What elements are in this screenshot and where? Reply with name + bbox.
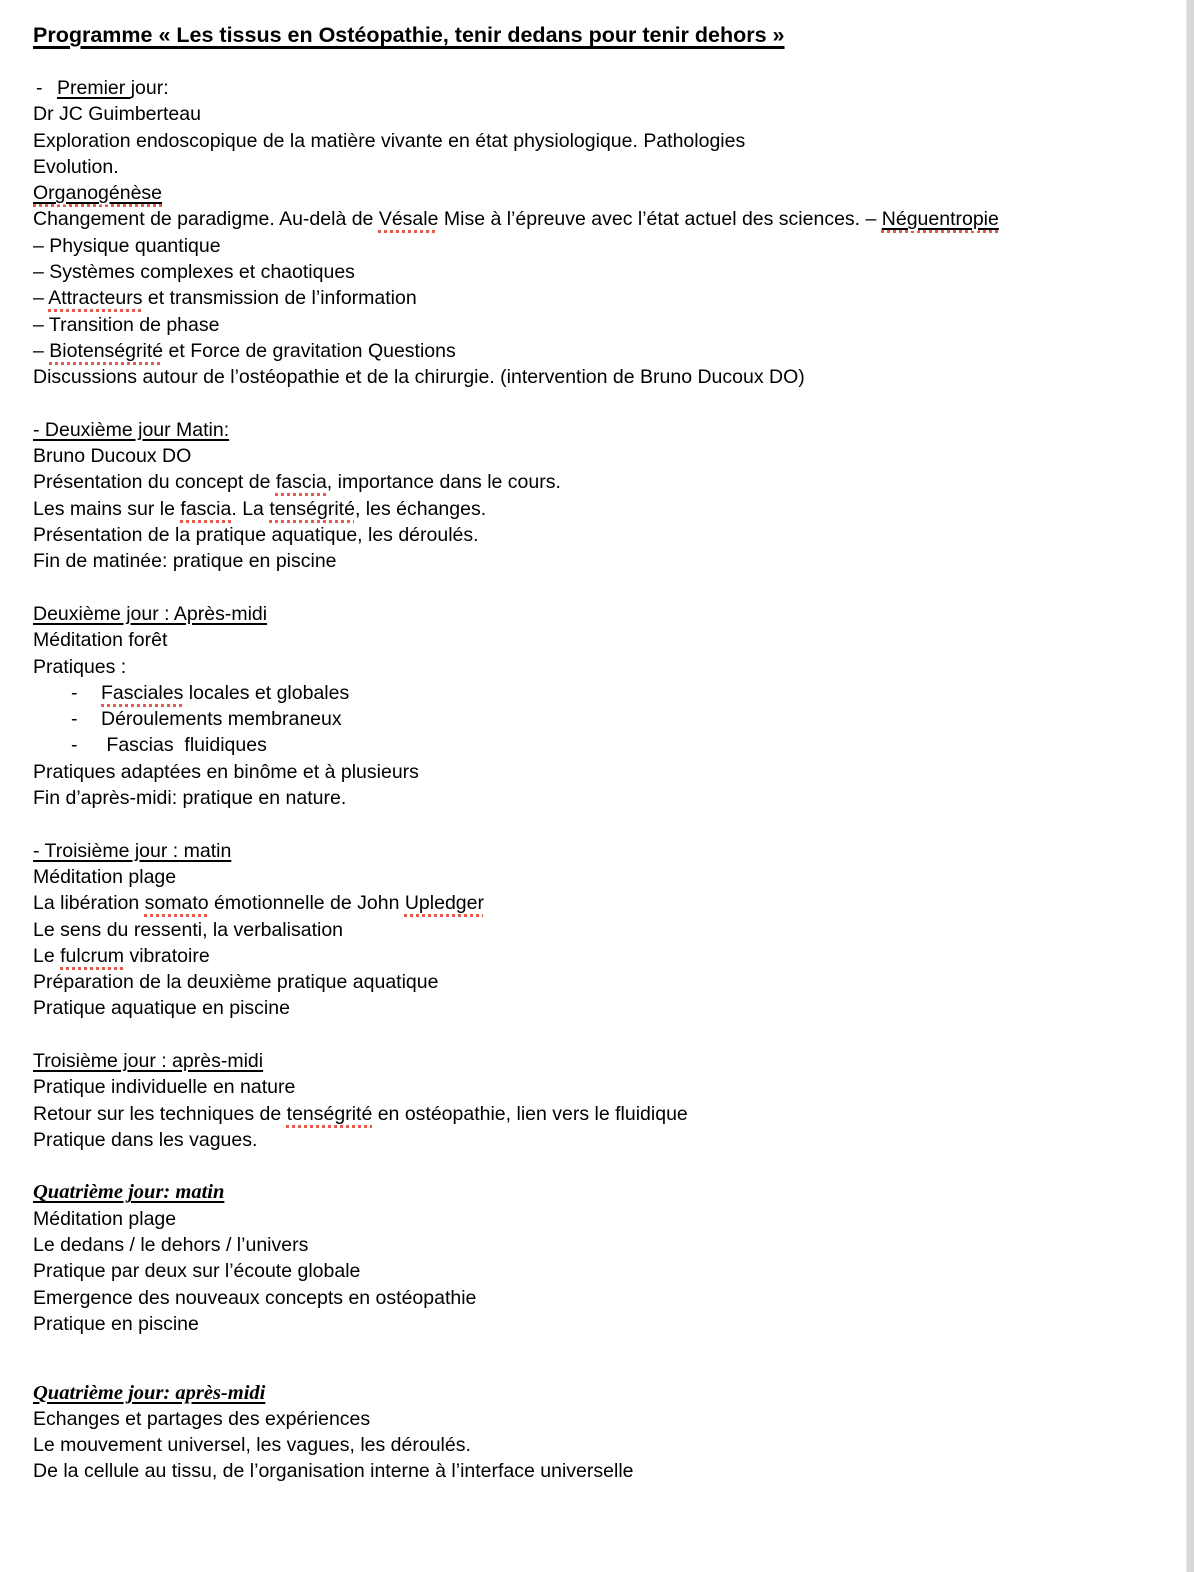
text-run: , les échanges. — [354, 497, 487, 520]
text-line — [33, 1101, 1147, 1127]
blank-line — [33, 1022, 1147, 1048]
text-line — [33, 128, 1147, 154]
underlined-text: Premier — [57, 77, 131, 99]
text-run: Présentation de la pratique aquatique, les déroulés. — [33, 524, 479, 547]
spellcheck-word: Biotenségrité — [49, 339, 164, 362]
text-line — [33, 1232, 1147, 1258]
section-heading — [33, 417, 1147, 443]
underlined-text: Programme « Les tissus en Ostéopathie, tenir dedans pour tenir dehors » — [33, 23, 785, 47]
text-run: Le — [33, 944, 61, 967]
text-run: Dr JC Guimberteau — [33, 103, 201, 126]
text-run: Mise à l’épreuve avec l’état actuel des sciences. – — [438, 208, 882, 231]
text-line — [33, 1406, 1147, 1432]
text-run: – Systèmes complexes et chaotiques — [33, 261, 355, 284]
text-run: Retour sur les techniques de — [33, 1102, 287, 1125]
text-line — [33, 101, 1147, 127]
text-run: en ostéopathie, lien vers le fluidique — [372, 1102, 688, 1125]
text-run: jour: — [130, 77, 169, 99]
text-run: Pratiques : — [33, 655, 127, 678]
text-run: Déroulements membraneux — [101, 708, 342, 731]
text-run: Méditation plage — [33, 1207, 177, 1230]
text-line — [33, 969, 1147, 995]
text-line — [33, 548, 1147, 574]
text-run: Fin d’après-midi: pratique en nature. — [33, 787, 347, 810]
spellcheck-word: Vésale — [378, 208, 439, 231]
text-run: Bruno Ducoux DO — [33, 445, 192, 468]
text-run: Changement de paradigme. Au-delà de — [33, 208, 379, 231]
text-run: Pratiques adaptées en binôme et à plusieurs — [33, 760, 419, 783]
text-run: – — [33, 287, 49, 310]
page-edge — [1186, 0, 1194, 1572]
text-run: – Transition de phase — [33, 313, 220, 336]
spellcheck-word: Néguentropie — [881, 208, 999, 231]
text-line — [33, 1074, 1147, 1100]
text-run: . La — [231, 497, 270, 520]
text-line — [33, 1285, 1147, 1311]
text-run: vibratoire — [124, 944, 210, 967]
spellcheck-word: Upledger — [404, 892, 484, 915]
blank-line — [33, 391, 1147, 417]
text-line — [33, 943, 1147, 969]
text-line — [33, 1311, 1147, 1337]
bullet-dash: - — [36, 77, 43, 99]
text-line — [33, 917, 1147, 943]
text-run: Le dedans / le dehors / l’univers — [33, 1234, 309, 1257]
text-run: Pratique individuelle en nature — [33, 1076, 296, 1099]
text-line — [33, 443, 1147, 469]
section-heading — [33, 1048, 1147, 1074]
underlined-text: Deuxième jour : Après-midi — [33, 602, 268, 625]
text-line — [33, 995, 1147, 1021]
text-run: et Force de gravitation Questions — [163, 339, 456, 362]
text-line — [33, 1127, 1147, 1153]
text-line — [33, 338, 1147, 364]
text-run: La libération — [33, 892, 145, 915]
text-run: Fascias fluidiques — [101, 734, 267, 757]
spellcheck-word: tenségrité — [269, 497, 355, 520]
text-run: , importance dans le cours. — [326, 471, 561, 494]
text-run: locales et globales — [183, 681, 350, 704]
spellcheck-word: somato — [144, 892, 209, 915]
text-line — [33, 1206, 1147, 1232]
section-heading — [33, 601, 1147, 627]
text-run: Préparation de la deuxième pratique aquatique — [33, 971, 439, 994]
text-line — [33, 259, 1147, 285]
underlined-text: Quatrième jour: après-midi — [33, 1381, 266, 1404]
text-line — [33, 233, 1147, 259]
text-line — [33, 522, 1147, 548]
text-run: Pratique en piscine — [33, 1312, 199, 1335]
text-run: – — [33, 339, 50, 362]
text-line — [33, 364, 1147, 390]
section-heading — [33, 1380, 1147, 1406]
text-run: Discussions autour de l’ostéopathie et de la chirurgie. (intervention de Bruno Ducoux DO) — [33, 366, 805, 389]
bullet-dash: - — [71, 734, 78, 757]
spellcheck-word: fascia — [275, 471, 327, 494]
spellcheck-word: fascia — [180, 497, 232, 520]
blank-line — [33, 811, 1147, 837]
underlined-text — [882, 208, 999, 230]
text-run: Emergence des nouveaux concepts en ostéopathie — [33, 1286, 477, 1309]
underlined-text: - Deuxième jour Matin: — [33, 418, 230, 441]
text-line — [33, 1432, 1147, 1458]
text-run: Evolution. — [33, 155, 119, 178]
text-run: Pratique dans les vagues. — [33, 1128, 258, 1151]
bullet-dash: - — [71, 708, 78, 731]
bullet-dash: - — [71, 681, 78, 704]
spellcheck-word: Attracteurs — [48, 287, 143, 310]
text-line — [33, 469, 1147, 495]
list-item — [33, 680, 1147, 706]
text-line — [33, 206, 1147, 232]
text-run: Fin de matinée: pratique en piscine — [33, 550, 337, 573]
blank-line — [33, 575, 1147, 601]
text-line — [33, 654, 1147, 680]
text-line — [33, 1458, 1147, 1484]
text-line — [33, 154, 1147, 180]
text-run: Méditation plage — [33, 865, 177, 888]
text-run: Echanges et partages des expériences — [33, 1407, 371, 1430]
text-run: Le sens du ressenti, la verbalisation — [33, 918, 344, 941]
underlined-text: - Troisième jour : matin — [33, 839, 232, 862]
section-heading — [33, 838, 1147, 864]
underlined-text: Quatrième jour: matin — [33, 1181, 225, 1204]
blank-line — [33, 1153, 1147, 1179]
spellcheck-word: Organogénèse — [33, 182, 163, 205]
text-run: – Physique quantique — [33, 234, 221, 257]
text-run: Exploration endoscopique de la matière vivante en état physiologique. Pathologies — [33, 129, 746, 152]
spellcheck-word: fulcrum — [60, 944, 125, 967]
text-run: Pratique aquatique en piscine — [33, 997, 290, 1020]
blank-line — [33, 1337, 1147, 1363]
text-run: Pratique par deux sur l’écoute globale — [33, 1260, 361, 1283]
text-run: Méditation forêt — [33, 629, 168, 652]
underlined-text — [33, 182, 162, 204]
list-item — [33, 75, 1147, 101]
list-item — [33, 732, 1147, 758]
text-run: De la cellule au tissu, de l’organisation interne à l’interface universelle — [33, 1460, 634, 1483]
text-line — [33, 1258, 1147, 1284]
list-item — [33, 706, 1147, 732]
text-run: émotionnelle de John — [208, 892, 405, 915]
document-title — [33, 22, 1147, 49]
spellcheck-word: tenségrité — [286, 1102, 373, 1125]
text-line — [33, 890, 1147, 916]
text-run: Les mains sur le — [33, 497, 181, 520]
text-line — [33, 759, 1147, 785]
underlined-text: Troisième jour : après-midi — [33, 1049, 264, 1072]
section-heading — [33, 1179, 1147, 1205]
document-body — [33, 22, 1147, 1485]
text-line — [33, 180, 1147, 206]
text-line — [33, 864, 1147, 890]
text-line — [33, 312, 1147, 338]
text-line — [33, 785, 1147, 811]
text-run: Présentation du concept de — [33, 471, 276, 494]
spellcheck-word: Fasciales — [101, 681, 184, 704]
text-run: Le mouvement universel, les vagues, les déroulés. — [33, 1434, 471, 1457]
text-line — [33, 285, 1147, 311]
text-line — [33, 627, 1147, 653]
text-run: et transmission de l’information — [142, 287, 417, 310]
text-line — [33, 496, 1147, 522]
